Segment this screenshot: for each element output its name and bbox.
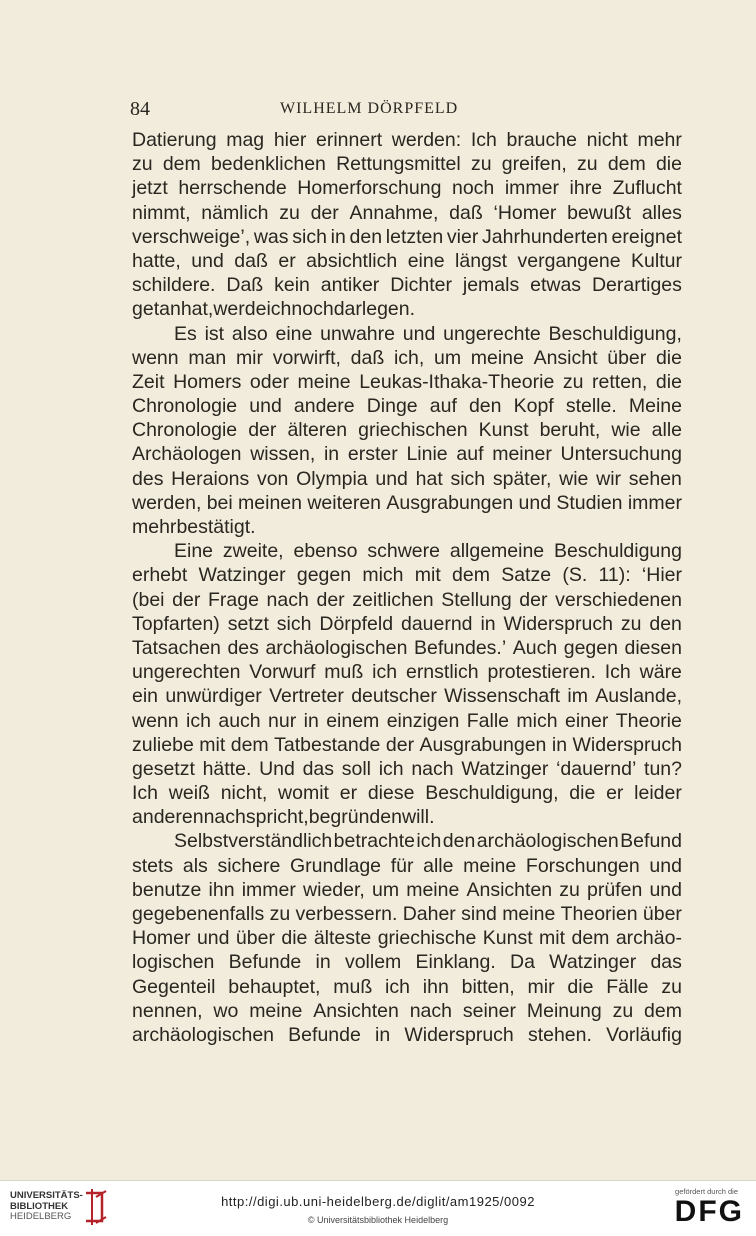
text-line: nennen, wo meine Ansichten nach seiner Meinung zu dem: [132, 999, 682, 1022]
text-line: zuliebe mit dem Tatbestande der Ausgrabungen in Widerspruch: [132, 733, 682, 756]
text-line: logischen Befunde in vollem Einklang. Da Watzinger das: [132, 951, 682, 974]
text-line: gegebenenfalls zu verbessern. Daher sind meine Theorien über: [132, 903, 682, 925]
page-number: 84: [130, 98, 150, 120]
text-line: Eine zweite, ebenso schwere allgemeine Beschuldigung: [174, 540, 682, 563]
source-url-link[interactable]: http://digi.ub.uni-heidelberg.de/diglit/am1925/0092: [221, 1194, 535, 1209]
text-line: Selbstverständlich betrachte ich den archäologischen Befund: [174, 830, 682, 853]
text-line: schildere. Daß kein antiker Dichter jemals etwas Derartiges: [132, 274, 682, 297]
text-line: hatte, und daß er absichtlich eine längst vergangene Kultur: [132, 249, 682, 272]
text-line: Archäologen wissen, in erster Linie auf meiner Untersuchung: [132, 443, 682, 466]
text-line: Es ist also eine unwahre und ungerechte Beschuldigung,: [174, 322, 682, 345]
paragraph: [132, 539, 682, 829]
paragraph: [132, 829, 682, 1047]
text-line: verschweige’, was sich in den letzten vier Jahrhunderten ereignet: [132, 225, 682, 248]
text-line: Chronologie der älteren griechischen Kunst beruht, wie alle: [132, 419, 682, 442]
body-text: [132, 128, 682, 1047]
paragraph: [132, 322, 682, 540]
text-line: erhebt Watzinger gegen mich mit dem Satze (S. 11): ‘Hier: [132, 564, 682, 587]
text-line: jetzt herrschende Homerforschung noch immer ihre Zuflucht: [132, 177, 682, 200]
text-line: getan hat, werde ich noch darlegen.: [132, 298, 416, 321]
text-line: mehr bestätigt.: [132, 516, 256, 538]
text-line: Homer und über die älteste griechische Kunst mit dem archäo-: [132, 927, 682, 950]
text-line: werden, bei meinen weiteren Ausgrabungen und Studien immer: [132, 491, 682, 514]
text-line: Topfarten) setzt sich Dörpfeld dauernd in Widerspruch zu den: [132, 612, 682, 635]
footer-bar: [0, 1180, 756, 1236]
text-line: ungerechten Vorwurf muß ich ernstlich protestieren. Ich wäre: [132, 661, 682, 684]
page-header: [130, 98, 680, 124]
text-line: Tatsachen des archäologischen Befundes.’ Auch gegen diesen: [132, 636, 682, 659]
text-line: archäologischen Befunde in Widerspruch stehen. Vorläufig: [132, 1023, 682, 1046]
text-line: gesetzt hätte. Und das soll ich nach Watzinger ‘dauernd’ tun?: [132, 757, 682, 780]
text-line: nimmt, nämlich zu der Annahme, daß ‘Homer bewußt alles: [132, 201, 682, 224]
text-line: (bei der Frage nach der zeitlichen Stellung der verschiedenen: [132, 588, 682, 611]
text-line: Ich weiß nicht, womit er diese Beschuldigung, die er leider: [132, 782, 682, 805]
text-line: wenn man mir vorwirft, daß ich, um meine Ansicht über die: [132, 346, 682, 369]
text-line: wenn ich auch nur in einem einzigen Falle mich einer Theorie: [132, 709, 682, 732]
text-line: benutze ihn immer wieder, um meine Ansichten zu prüfen und: [132, 878, 682, 901]
paragraph: [132, 128, 682, 322]
copyright-text: © Universitätsbibliothek Heidelberg: [307, 1215, 449, 1225]
dfg-caption: gefördert durch die: [675, 1187, 738, 1196]
text-line: Zeit Homers oder meine Leukas-Ithaka-Theorie zu retten, die: [132, 370, 682, 393]
text-line: zu dem bedenklichen Rettungsmittel zu greifen, zu dem die: [132, 153, 682, 176]
text-line: stets als sichere Grundlage für alle meine Forschungen und: [132, 854, 682, 877]
text-line: Gegenteil behauptet, muß ich ihn bitten, mir die Fälle zu: [132, 975, 682, 998]
text-line: des Heraions von Olympia und hat sich später, wie wir sehen: [132, 467, 682, 490]
dfg-logo: DFG: [674, 1195, 744, 1228]
text-line: Chronologie und andere Dinge auf den Kopf stelle. Meine: [132, 395, 682, 418]
text-line: anderen nachspricht, begründen will.: [132, 806, 435, 829]
library-name-line: BIBLIOTHEK: [10, 1200, 69, 1212]
text-line: Datierung mag hier erinnert werden: Ich brauche nicht mehr: [132, 129, 682, 151]
text-line: ein unwürdiger Vertreter deutscher Wissenschaft im Auslande,: [132, 685, 682, 708]
library-name-line: HEIDELBERG: [10, 1211, 72, 1222]
library-name-line: UNIVERSITÄTS-: [10, 1190, 83, 1201]
running-title: WILHELM DÖRPFELD: [280, 100, 459, 117]
